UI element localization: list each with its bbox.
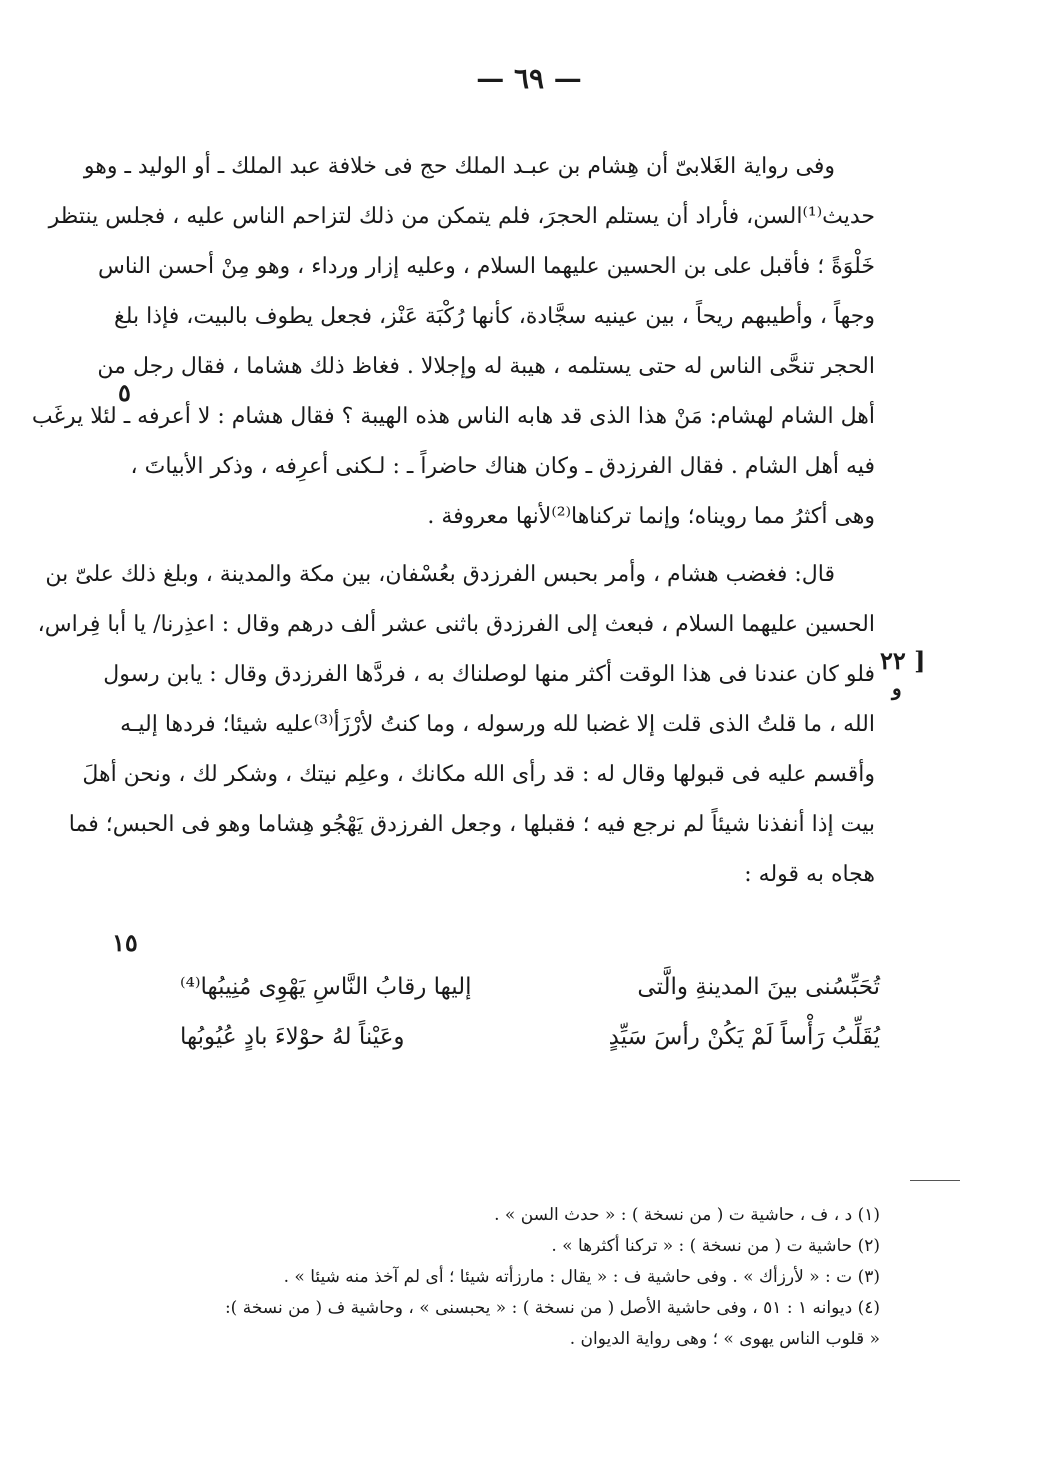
text-line: وجهاً ، وأطيبهم ريحاً ، بين عينيه سجَّادة، كأنها رُكْبَة عَنْز، فجعل يطوف بالبيت، فإذا بلغ [114,304,875,329]
text-line: وهى أكثرُ مما رويناه؛ وإنما تركناها⁽²⁾لأنها معروفة . [427,504,875,529]
footnotes [150,1200,880,1355]
text-line: الله ، ما قلتُ الذى قلت إلا غضبا لله ورسوله ، وما كنتُ لأرْزَأ⁽³⁾عليه شيئا؛ فردها إليـه [120,712,875,737]
poem [180,962,880,1062]
text-line: حديث⁽¹⁾السن، فأراد أن يستلم الحجرَ، فلم يتمكن من ذلك لتزاحم الناس عليه ، فجلس ينتظر [48,204,875,229]
footnote: (٣) ت : « لأرزأك » . وفى حاشية ف : « يقال : مارزأته شيئا ؛ أى لم آخذ منه شيئا » . [283,1267,880,1287]
verse-first-hemistich: يُقَلِّبُ رَأْساً لَمْ يَكُنْ رأسَ سَيِّدٍ [608,1024,880,1050]
footnote-continuation: « قلوب الناس يهوى » ؛ وهى رواية الديوان . [569,1329,880,1349]
paragraph-2 [37,550,875,900]
text-line: الحجر تنحَّى الناس له حتى يستلمه ، هيبة له وإجلالا . فغاظ ذلك هشاما ، فقال رجل من [97,354,875,379]
text-line: وفى رواية الغَلابىّ أن هِشام بن عبـد الملك حج فى خلافة عبد الملك ـ أو الوليد ـ وهو [83,154,835,179]
text-line: خَلْوَةً ؛ فأقبل على بن الحسين عليهما السلام ، وعليه إزار ورداء ، وهو مِنْ أحسن الناس [97,254,875,279]
text-line: قال: فغضب هشام ، وأمر بحبس الفرزدق بعُسْفان، بين مكة والمدينة ، وبلغ ذلك علىّ بن [45,562,835,587]
footnote: (٢) حاشية ت ( من نسخة ) : « تركنا أكثرها » . [551,1236,880,1256]
paragraph-1 [31,142,875,542]
text-line: فلو كان عندنا فى هذا الوقت أكثر منها لوصلناك به ، فردَّها الفرزدق وقال : يابن رسول [103,662,875,687]
footnote-divider [910,1180,960,1181]
text-line: وأقسم عليه فى قبولها وقال له : قد رأى الله مكانك ، وعلِم نيتك ، وشكر لك ، ونحن أهلَ [82,762,875,787]
line-number-5: ٥ [118,378,131,407]
line-number-15: ١٥ [112,928,138,957]
page-number: — ٦٩ — [476,62,582,95]
text-line: هجاه به قوله : [744,862,875,887]
body-text [31,142,875,908]
verse-first-hemistich: تُحَبِّسُنى بينَ المدينةِ والَّتى [637,974,880,1000]
text-line: أهل الشام لهشام: مَنْ هذا الذى قد هابه الناس هذه الهيبة ؟ فقال هشام : لا أعرفه ـ لئلا يرغَب [31,404,875,429]
verse-second-hemistich: إليها رقابُ النَّاسِ يَهْوِى مُنِيبُها⁽⁴⁾ [180,974,472,1000]
verse-second-hemistich: وعَيْناً لهُ حوْلاءَ بادٍ عُيُوبُها [180,1024,405,1050]
text-line: الحسين عليهما السلام ، فبعث إلى الفرزدق باثنى عشر ألف درهم وقال : اعذِرنا/ يا أبا فِراس، [37,612,875,637]
folio-side-marker: و [892,676,902,700]
verse-line [180,962,880,1012]
text-line: بيت إذا أنفذنا شيئاً لم نرجع فيه ؛ فقبلها ، وجعل الفرزدق يَهْجُو هِشاما وهو فى الحبس؛ فما [68,812,875,837]
folio-marker: [ ٢٢ [880,646,926,675]
verse-line [180,1012,880,1062]
text-line: فيه أهل الشام . فقال الفرزدق ـ وكان هناك حاضراً ـ : لـكنى أعرِفه ، وذكر الأبياتَ ، [130,454,875,479]
footnote: (١) د ، ف ، حاشية ت ( من نسخة ) : « حدث السن » . [494,1205,880,1225]
footnote: (٤) ديوانه ١ : ٥١ ، وفى حاشية الأصل ( من نسخة ) : « يحبسنى » ، وحاشية ف ( من نسخة ): [224,1298,880,1318]
